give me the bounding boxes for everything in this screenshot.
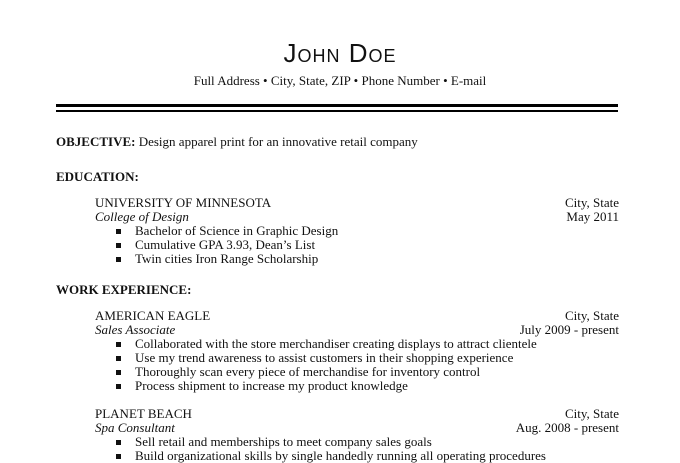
work-employer: PLANET BEACH <box>95 406 192 421</box>
education-location: City, State <box>564 195 619 210</box>
work-entry <box>95 407 619 463</box>
objective-text: Design apparel print for an innovative retail company <box>138 134 418 149</box>
list-item: Cumulative GPA 3.93, Dean’s List <box>95 238 619 252</box>
education-college: College of Design <box>95 209 189 224</box>
education-heading: EDUCATION: <box>56 169 139 184</box>
education-bullets <box>95 224 619 266</box>
work-location: City, State <box>564 406 619 421</box>
list-item: Sell retail and memberships to meet company sales goals <box>95 435 619 449</box>
resume-name: John Doe <box>283 38 397 68</box>
work-title: Spa Consultant <box>95 420 175 435</box>
list-item: Build organizational skills by single handedly running all operating procedures <box>95 449 619 463</box>
work-date: July 2009 - present <box>519 322 619 337</box>
work-entry <box>95 309 619 393</box>
header-rule-thin <box>56 110 618 112</box>
work-bullets <box>95 337 619 393</box>
list-item: Process shipment to increase my product knowledge <box>95 379 619 393</box>
work-date: Aug. 2008 - present <box>515 420 619 435</box>
contact-line: Full Address • City, State, ZIP • Phone Number • E-mail <box>193 73 487 88</box>
objective-label: OBJECTIVE: <box>56 134 136 149</box>
list-item: Bachelor of Science in Graphic Design <box>95 224 619 238</box>
list-item: Collaborated with the store merchandiser creating displays to attract clientele <box>95 337 619 351</box>
work-title: Sales Associate <box>95 322 176 337</box>
work-experience-heading: WORK EXPERIENCE: <box>56 282 192 297</box>
education-institution: UNIVERSITY OF MINNESOTA <box>95 195 272 210</box>
objective-section <box>56 134 418 150</box>
list-item: Thoroughly scan every piece of merchandise for inventory control <box>95 365 619 379</box>
education-entry <box>95 196 619 266</box>
list-item: Twin cities Iron Range Scholarship <box>95 252 619 266</box>
list-item: Use my trend awareness to assist customers in their shopping experience <box>95 351 619 365</box>
education-date: May 2011 <box>566 209 619 224</box>
work-location: City, State <box>564 308 619 323</box>
work-employer: AMERICAN EAGLE <box>95 308 211 323</box>
header-rule-thick <box>56 104 618 107</box>
